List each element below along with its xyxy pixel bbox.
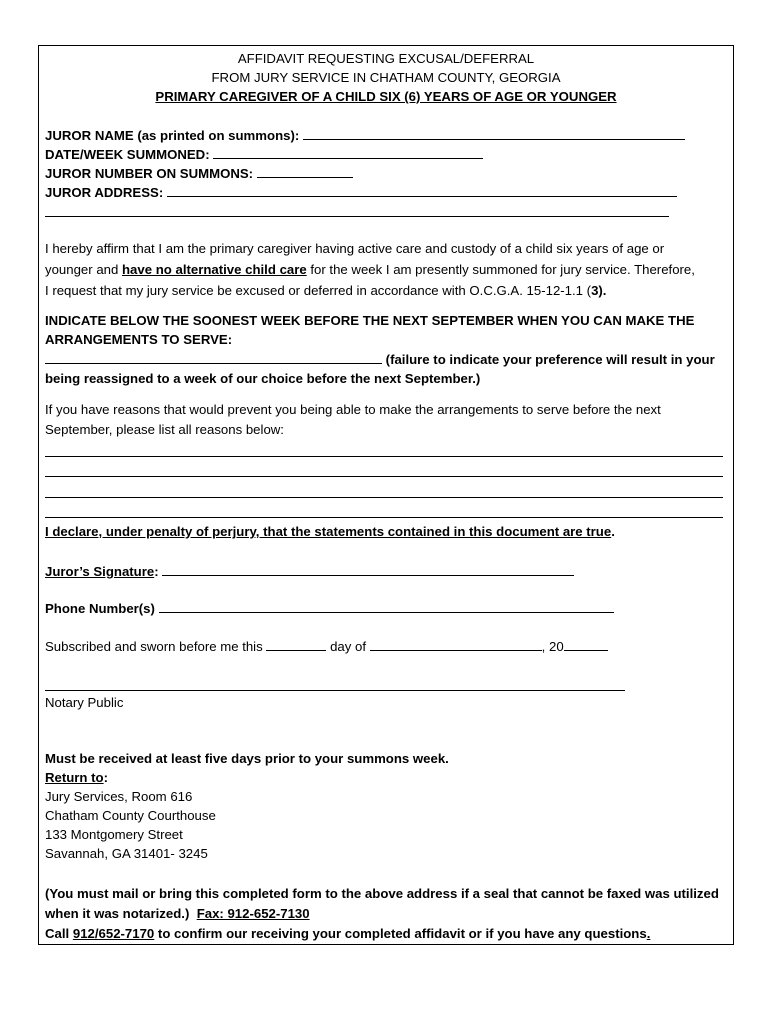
- address-line-3: 133 Montgomery Street: [45, 827, 183, 842]
- affirmation-line-3: [45, 282, 606, 300]
- indicate-line-1: INDICATE BELOW THE SOONEST WEEK BEFORE THE NEXT SEPTEMBER WHEN YOU CAN MAKE THE: [45, 313, 695, 328]
- call-phone: 912/652-7170: [72, 926, 155, 941]
- notary-label: Notary Public: [45, 695, 124, 710]
- reasons-line-1: If you have reasons that would prevent you being able to make the arrangements to serve before the next: [45, 402, 661, 417]
- sworn-row: [45, 637, 608, 656]
- address-line-1: Jury Services, Room 616: [45, 789, 193, 804]
- indicate-line-2: ARRANGEMENTS TO SERVE:: [45, 332, 233, 347]
- affirmation-line-1: I hereby affirm that I am the primary caregiver having active care and custody of a child six years of age or: [45, 241, 665, 256]
- affirmation-line-2: [45, 261, 695, 279]
- affirmation-line-2-post: for the week I am presently summoned for jury service. Therefore,: [306, 262, 695, 277]
- signature-label: Juror’s Signature: [45, 564, 155, 579]
- affirmation-line-3-pre: I request that my jury service be excused or deferred in accordance with O.C.G.A. 15-12-1.1 (: [45, 283, 592, 298]
- sworn-text-1: Subscribed and sworn before me this: [45, 639, 263, 654]
- phone-field[interactable]: [159, 599, 614, 613]
- declaration-period: .: [611, 524, 615, 539]
- declaration-text: I declare, under penalty of perjury, that the statements contained in this document are true: [45, 524, 612, 539]
- sworn-year-field[interactable]: [564, 637, 608, 651]
- date-summoned-field[interactable]: [213, 145, 483, 159]
- address-line-4: Savannah, GA 31401- 3245: [45, 846, 208, 861]
- juror-name-field[interactable]: [303, 126, 685, 140]
- address-line-2: Chatham County Courthouse: [45, 808, 216, 823]
- mail-line-1: (You must mail or bring this completed form to the above address if a seal that cannot be faxed was utilized: [45, 886, 719, 901]
- reasons-field-2[interactable]: [45, 476, 723, 477]
- phone-row: [45, 599, 614, 618]
- reasons-field-1[interactable]: [45, 456, 723, 457]
- date-summoned-label: DATE/WEEK SUMMONED:: [45, 147, 210, 162]
- no-alternative-child-care: have no alternative child care: [122, 262, 307, 277]
- notary-signature-field[interactable]: [45, 690, 625, 691]
- fax-number: Fax: 912-652-7130: [196, 906, 310, 921]
- affirmation-line-2-pre: younger and: [45, 262, 122, 277]
- title-line-1: AFFIDAVIT REQUESTING EXCUSAL/DEFERRAL: [237, 51, 535, 66]
- juror-number-field[interactable]: [257, 164, 353, 178]
- title-line-2: FROM JURY SERVICE IN CHATHAM COUNTY, GEORGIA: [211, 70, 561, 85]
- declaration: [45, 523, 615, 541]
- juror-address-row: [45, 183, 677, 202]
- sworn-text-2: day of: [330, 639, 366, 654]
- indicate-note: (failure to indicate your preference will result in your: [385, 352, 715, 367]
- return-to: [45, 769, 108, 787]
- signature-colon: :: [154, 564, 159, 579]
- statute-subsection: 3).: [591, 283, 607, 298]
- return-to-colon: :: [103, 770, 109, 785]
- call-line: [45, 925, 650, 943]
- reasons-field-4[interactable]: [45, 517, 723, 518]
- call-post: to confirm our receiving your completed affidavit or if you have any questions: [154, 926, 647, 941]
- juror-address-label: JUROR ADDRESS:: [45, 185, 164, 200]
- juror-address-field[interactable]: [167, 183, 677, 197]
- call-period: .: [646, 926, 651, 941]
- sworn-day-field[interactable]: [266, 637, 326, 651]
- juror-name-row: [45, 126, 685, 145]
- juror-number-label: JUROR NUMBER ON SUMMONS:: [45, 166, 254, 181]
- preferred-week-field[interactable]: [45, 350, 382, 364]
- reasons-field-3[interactable]: [45, 497, 723, 498]
- signature-field[interactable]: [162, 562, 574, 576]
- title-line-3: [38, 88, 734, 106]
- signature-row: [45, 562, 574, 581]
- date-summoned-row: [45, 145, 483, 164]
- return-to-label: Return to: [45, 770, 104, 785]
- juror-number-row: [45, 164, 353, 183]
- indicate-line-3: [45, 350, 715, 369]
- mail-line-2-text: when it was notarized.): [45, 906, 190, 921]
- must-received: Must be received at least five days prior to your summons week.: [45, 751, 449, 766]
- phone-label: Phone Number(s): [45, 601, 155, 616]
- juror-name-label: JUROR NAME (as printed on summons):: [45, 128, 300, 143]
- indicate-line-4: being reassigned to a week of our choice before the next September.): [45, 371, 481, 386]
- reasons-line-2: September, please list all reasons below:: [45, 422, 284, 437]
- sworn-text-3: , 20: [541, 639, 564, 654]
- title-line-3-text: PRIMARY CAREGIVER OF A CHILD SIX (6) YEARS OF AGE OR YOUNGER: [155, 89, 617, 104]
- sworn-month-field[interactable]: [370, 637, 542, 651]
- mail-line-2: [45, 905, 310, 923]
- call-pre: Call: [45, 926, 73, 941]
- juror-address-field-2[interactable]: [45, 216, 669, 217]
